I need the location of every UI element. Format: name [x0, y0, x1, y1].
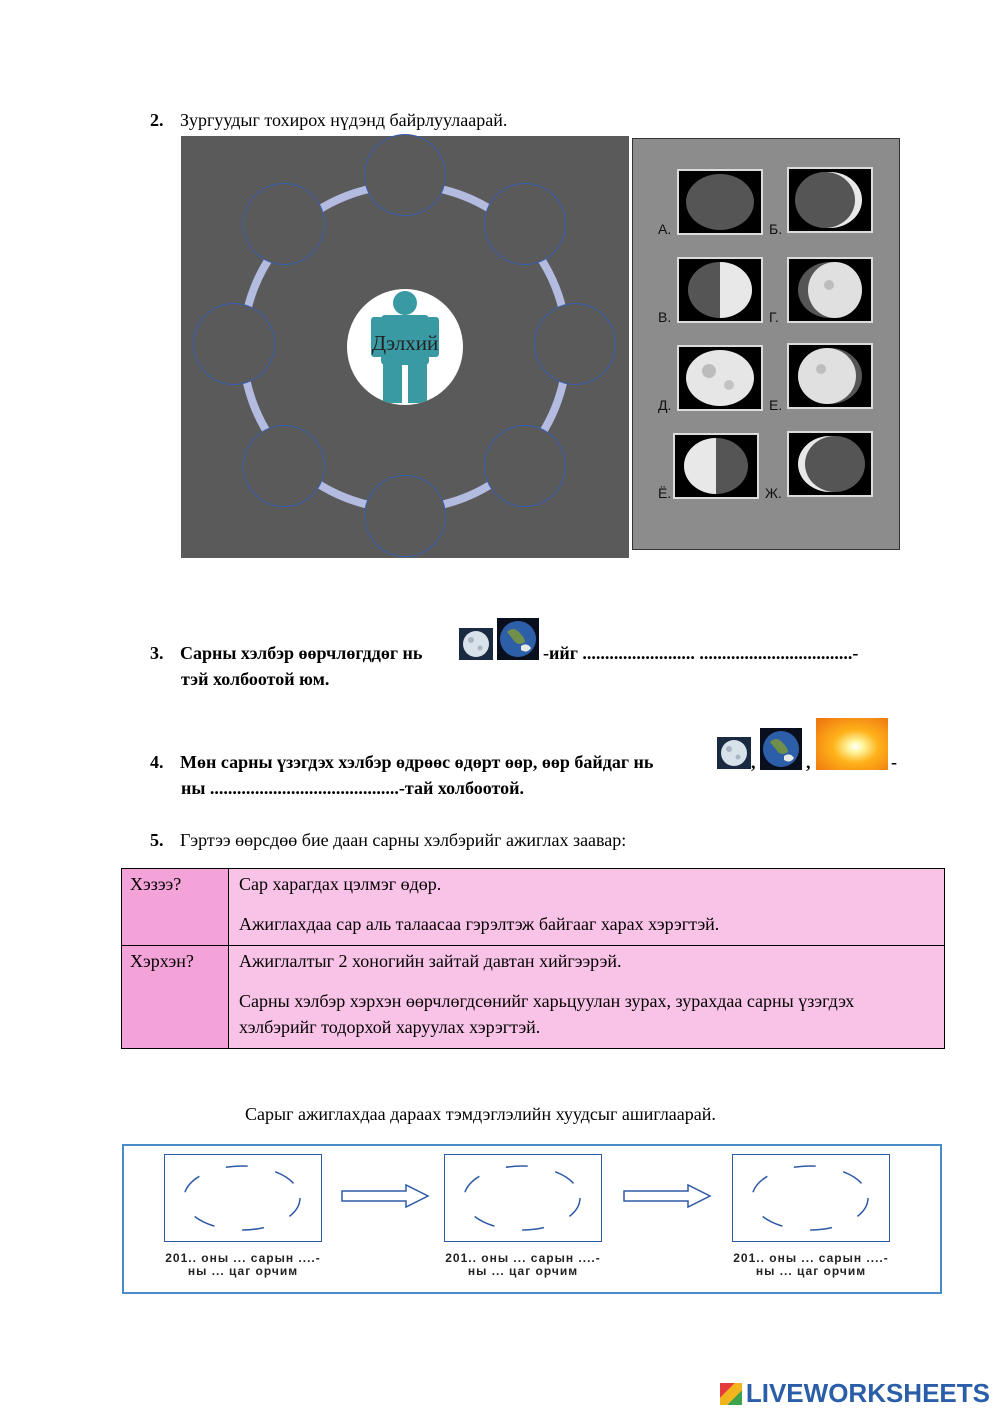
drop-slot-left[interactable]: [193, 303, 275, 385]
caption-line: ны ... цаг орчим: [187, 1264, 299, 1278]
earth-icon: [497, 618, 539, 660]
frame-caption-1: [138, 1252, 348, 1278]
question-number: 5.: [150, 830, 164, 850]
table-line: Сарны хэлбэр хэрхэн өөрчлөгдсөнийг харьцуулан зурах, зурахдаа сарны үзэгдэх хэлбэрийг тодорхой харуулах хэрэгтэй.: [239, 991, 855, 1037]
phase-letter-zh: Ж.: [765, 485, 782, 501]
right-arrow-icon: [340, 1183, 432, 1209]
frame-caption-3: [706, 1252, 916, 1278]
phase-image-v[interactable]: [677, 257, 763, 323]
question-number: 3.: [150, 643, 164, 663]
question-5: [150, 827, 626, 853]
phase-image-e[interactable]: [787, 343, 873, 409]
phase-letter-b: Б.: [769, 221, 783, 237]
right-arrow-icon: [622, 1183, 714, 1209]
caption-line: ны ... цаг орчим: [755, 1264, 867, 1278]
question-3-line1: [150, 640, 422, 666]
table-key: Хэзээ?: [122, 869, 229, 946]
question-number: 4.: [150, 752, 164, 772]
logo-icon: [720, 1383, 742, 1405]
frame-caption-2: [418, 1252, 628, 1278]
dash: -: [891, 752, 897, 772]
dashed-ellipse: [165, 1155, 320, 1240]
drop-slot-bottom[interactable]: [364, 475, 446, 557]
moon-icon: [717, 737, 751, 769]
phase-image-b[interactable]: [787, 167, 873, 233]
table-row: [122, 946, 945, 1049]
phase-image-g[interactable]: [787, 257, 873, 323]
observation-frame-2[interactable]: [444, 1154, 602, 1242]
observation-frame-3[interactable]: [732, 1154, 890, 1242]
question-number: 2.: [150, 110, 164, 130]
question-2: [150, 107, 507, 133]
earth-center: [347, 289, 463, 405]
orbit-diagram: [181, 136, 629, 558]
phase-letter-a: А.: [658, 221, 672, 237]
phase-letter-v: В.: [658, 309, 672, 325]
earth-icon: [760, 728, 802, 770]
caption-line: 201.. оны ... сарын ....-: [165, 1251, 321, 1265]
drop-slot-top-left[interactable]: [243, 183, 325, 265]
dashed-ellipse: [733, 1155, 888, 1240]
phase-image-d[interactable]: [677, 345, 763, 411]
moon-phases-panel: [632, 138, 900, 550]
table-line: Ажиглахдаа сар аль талаасаа гэрэлтэж байгааг харах хэрэгтэй.: [239, 914, 720, 934]
phase-image-yo[interactable]: [673, 433, 759, 499]
phase-image-zh[interactable]: [787, 431, 873, 497]
observation-frame-1[interactable]: [164, 1154, 322, 1242]
table-line: Сар харагдах цэлмэг өдөр.: [239, 874, 442, 894]
table-row: [122, 869, 945, 946]
dashed-ellipse: [445, 1155, 600, 1240]
table-value: [229, 946, 945, 1049]
question-4-line1: [150, 749, 653, 775]
question-3-line2: тэй холбоотой юм.: [181, 669, 330, 689]
sun-icon: [816, 718, 888, 770]
phase-letter-g: Г.: [769, 309, 779, 325]
table-value: [229, 869, 945, 946]
separator: ,: [751, 752, 756, 772]
separator: ,: [806, 752, 811, 772]
drop-slot-top[interactable]: [364, 134, 446, 216]
question-3-blanks[interactable]: -ийг ......................... ..................................-: [543, 643, 859, 663]
table-key: Хэрхэн?: [122, 946, 229, 1049]
drop-slot-bottom-right[interactable]: [484, 425, 566, 507]
sheet-intro: Сарыг ажиглахдаа дараах тэмдэглэлийн хуудсыг ашиглаарай.: [245, 1104, 716, 1124]
observation-sheet: [122, 1144, 942, 1294]
question-text: Сарны хэлбэр өөрчлөгддөг нь: [180, 643, 423, 663]
question-text: Мөн сарны үзэгдэх хэлбэр өдрөөс өдөрт өөр, өөр байдаг нь: [180, 752, 654, 772]
phase-letter-e: Е.: [769, 397, 783, 413]
drop-slot-top-right[interactable]: [484, 183, 566, 265]
caption-line: 201.. оны ... сарын ....-: [445, 1251, 601, 1265]
caption-line: ны ... цаг орчим: [467, 1264, 579, 1278]
phase-letter-d: Д.: [658, 397, 672, 413]
question-text: Зургуудыг тохирох нүдэнд байрлуулаарай.: [180, 110, 508, 130]
earth-label: Дэлхий: [371, 331, 439, 355]
phase-image-a[interactable]: [677, 169, 763, 235]
moon-icon: [459, 628, 493, 660]
table-line: Ажиглалтыг 2 хоногийн зайтай давтан хийгээрэй.: [239, 951, 622, 971]
instruction-table: [121, 868, 945, 1049]
liveworksheets-logo: [720, 1378, 990, 1409]
logo-text: LIVEWORKSHEETS: [745, 1378, 990, 1408]
question-text: Гэртээ өөрсдөө бие даан сарны хэлбэрийг ажиглах заавар:: [180, 830, 627, 850]
drop-slot-right[interactable]: [534, 303, 616, 385]
caption-line: 201.. оны ... сарын ....-: [733, 1251, 889, 1265]
phase-letter-yo: Ё.: [658, 485, 672, 501]
drop-slot-bottom-left[interactable]: [243, 425, 325, 507]
question-4-line2[interactable]: ны ..........................................-тай холбоотой.: [181, 778, 525, 798]
